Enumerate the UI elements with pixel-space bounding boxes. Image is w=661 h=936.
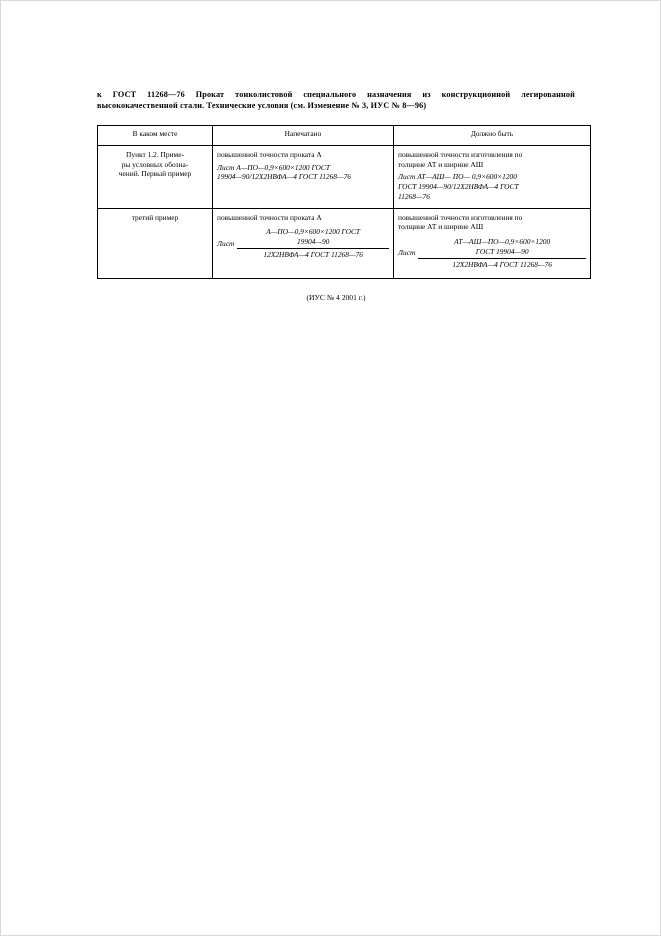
printed-formula — [217, 163, 389, 183]
table-header-row — [98, 126, 591, 146]
place-line-3: чений. Первый пример — [118, 169, 192, 179]
page-heading — [97, 89, 575, 111]
should-formula-label: Лист — [398, 172, 416, 182]
heading-title: Прокат тонколистовой специального назначения из конструкционной легированной высококачественной стали. Технические условия — [97, 90, 575, 110]
printed-text: повышенной точности проката А — [217, 150, 322, 159]
should-text-line-1: повышенной точности изготовления по — [398, 150, 523, 159]
printed-fraction-stack — [237, 227, 389, 260]
place-line-1: третий пример — [131, 212, 179, 222]
footer-note: (ИУС № 4 2001 г.) — [306, 292, 366, 302]
cell-printed-2 — [213, 208, 394, 278]
table-row — [98, 146, 591, 209]
column-header-printed: Напечатано — [213, 126, 394, 146]
should-formula-line-1: АТ—АШ— ПО— 0,9×600×1200 — [417, 172, 517, 182]
column-header-place: В каком месте — [98, 126, 213, 146]
should-fraction-denominator: 12Х2НВФА—4 ГОСТ 11268—76 — [452, 259, 552, 269]
printed-formula-label: Лист — [217, 162, 235, 172]
cell-place-1 — [98, 146, 213, 209]
printed-text: повышенной точности проката А — [217, 212, 322, 222]
should-fraction-numerator — [418, 237, 586, 259]
should-fraction — [398, 237, 586, 270]
should-text-line-2: толщине АТ и ширине АШ — [398, 222, 484, 232]
heading-reference: (см. Изменение № 3, ИУС № 8—96) — [290, 101, 427, 110]
printed-fraction-numerator-line-1: А—ПО—0,9×600×1200 ГОСТ — [266, 227, 361, 237]
cell-printed-1 — [213, 146, 394, 209]
column-header-should-be: Должно быть — [394, 126, 591, 146]
heading-standard-number: к ГОСТ 11268—76 — [97, 90, 185, 99]
cell-should-be-2 — [394, 208, 591, 278]
printed-fraction-numerator — [237, 227, 389, 249]
place-line-2: ры условных обозна- — [121, 159, 189, 169]
printed-fraction-numerator-line-2: 19904—90 — [296, 237, 330, 247]
should-fraction-numerator-line-1: АТ—АШ—ПО—0,9×600×1200 — [454, 236, 551, 246]
printed-fraction-label: Лист — [217, 238, 235, 248]
printed-fraction-denominator: 12Х2НВФА—4 ГОСТ 11268—76 — [263, 250, 363, 260]
cell-should-be-1 — [394, 146, 591, 209]
should-text-line-1: повышенной точности изготовления по — [398, 212, 523, 222]
amendment-table — [97, 125, 591, 279]
should-fraction-numerator-line-2: ГОСТ 19904—90 — [475, 246, 529, 256]
should-formula-line-2: ГОСТ 19904—90/12Х2НВФА—4 ГОСТ — [398, 181, 519, 191]
printed-formula-line-2: 19904—90/12Х2НВФА—4 ГОСТ 11268—76 — [217, 172, 351, 182]
page-content — [97, 89, 575, 302]
printed-formula-line-1: А—ПО—0,9×600×1200 ГОСТ — [236, 162, 330, 172]
should-formula — [398, 172, 586, 201]
table-row — [98, 208, 591, 278]
cell-place-2 — [98, 208, 213, 278]
should-fraction-stack — [418, 237, 586, 270]
should-formula-line-3: 11268—76 — [398, 191, 430, 201]
should-fraction-label: Лист — [398, 248, 416, 258]
place-line-1: Пункт 1.2. Приме- — [126, 150, 184, 159]
printed-fraction — [217, 227, 389, 260]
should-text-line-2: толщине АТ и ширине АШ — [398, 159, 484, 169]
